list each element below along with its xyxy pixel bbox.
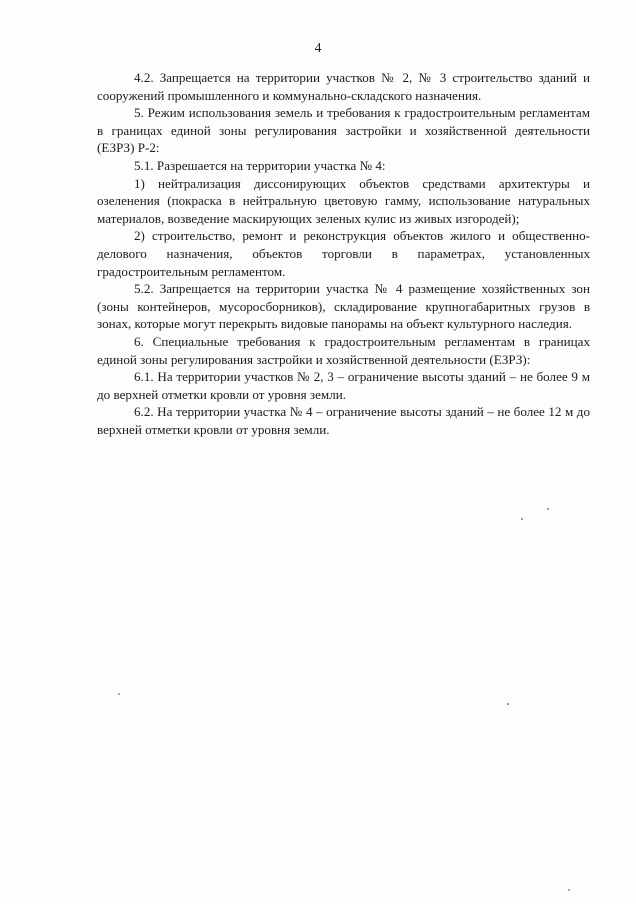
paragraph-5-1-item-2: 2) строительство, ремонт и реконструкция объектов жилого и общественно-делового назначения, объектов торговли в параметрах, установленных градостроительным регламентом. [97,228,590,279]
paragraph-4-2: 4.2. Запрещается на территории участков № 2, № 3 строительство зданий и сооружений промышленного и коммунально-складского назначения. [97,70,590,103]
paragraph-5-1: 5.1. Разрешается на территории участка № 4: [134,157,386,173]
page-number: 4 [314,40,322,55]
paragraph-5: 5. Режим использования земель и требования к градостроительным регламентам в границах единой зоны регулирования застройки и хозяйственной деятельности (ЕЗРЗ) Р-2: [97,105,590,156]
paragraph-6-2: 6.2. На территории участка № 4 – ограничение высоты зданий – не более 12 м до верхней отметки кровли от уровня земли. [97,404,590,437]
scan-speck [568,889,570,891]
paragraph-5-2: 5.2. Запрещается на территории участка № 4 размещение хозяйственных зон (зоны контейнеров, мусоросборников), складирование крупногабаритных грузов в зонах, которые могут перекрыть видовые панорамы на объект культурного наследия. [97,281,590,332]
paragraph-6: 6. Специальные требования к градостроительным регламентам в границах единой зоны регулирования застройки и хозяйственной деятельности (ЕЗРЗ): [97,333,590,367]
scan-speck [507,703,509,705]
scan-speck [118,693,120,695]
paragraph-5-1-item-1: 1) нейтрализация диссонирующих объектов средствами архитектуры и озеленения (покраска в нейтральную цветовую гамму, использование натуральных материалов, возведение маскирующих зеленых кулис из живых изгородей); [97,175,590,226]
document-body [97,69,590,438]
scan-speck [547,508,549,510]
scan-speck [521,518,523,520]
paragraph-6-1: 6.1. На территории участков № 2, 3 – ограничение высоты зданий – не более 9 м до верхней отметки кровли от уровня земли. [97,369,590,402]
